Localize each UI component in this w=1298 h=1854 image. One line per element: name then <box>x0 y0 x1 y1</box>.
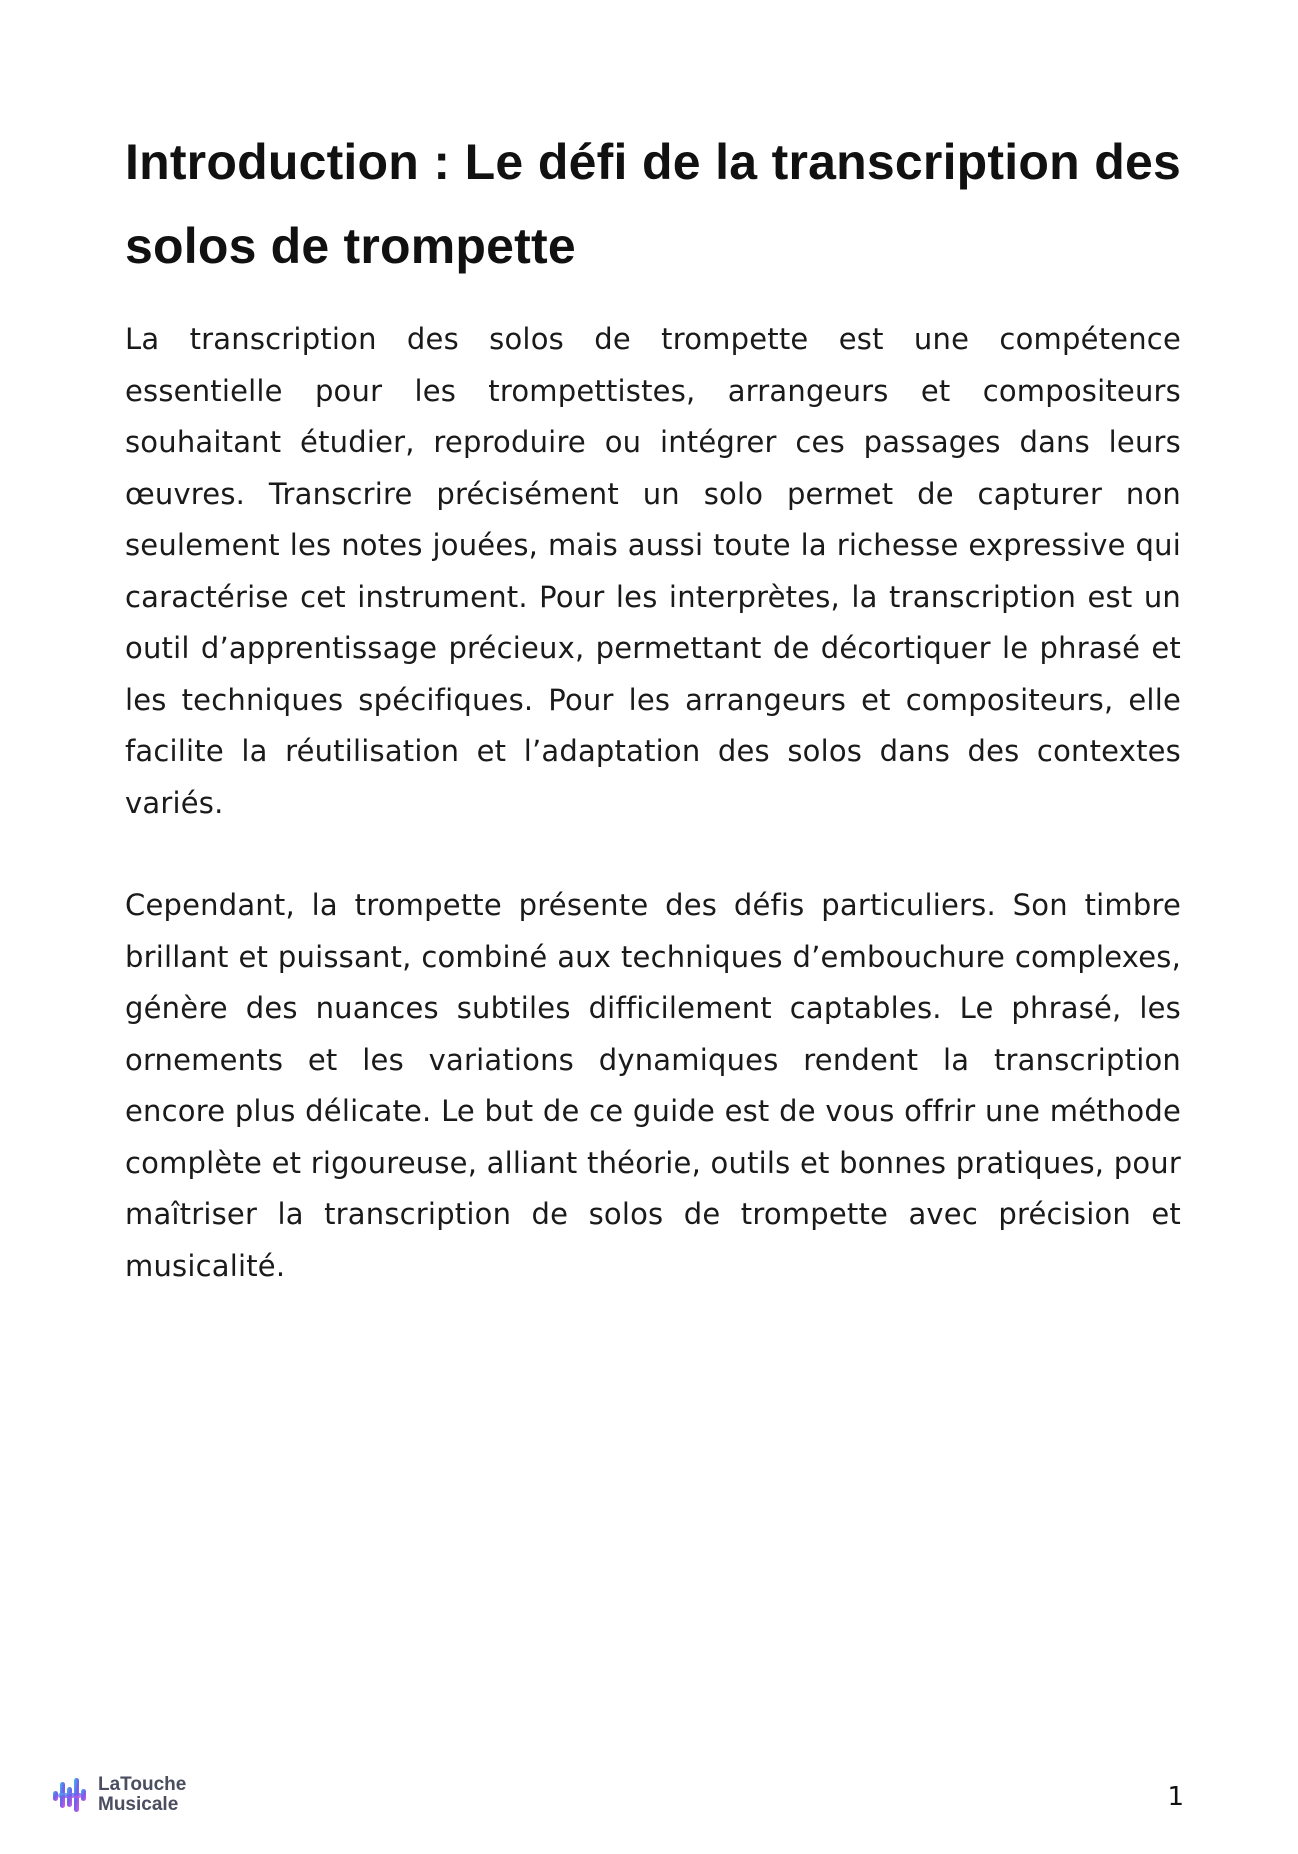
logo-line-2: Musicale <box>98 1794 179 1815</box>
waveform-logo-icon <box>52 1776 88 1814</box>
paragraph-challenges: Cependant, la trompette présente des défis particuliers. Son timbre brillant et puissant, combiné aux techniques d’embouchure complexes, génère des nuances subtiles difficilement captables. Le phrasé, les ornements et les variations dynamiques rendent la transcription encore plus délicate. Le but de ce guide est de vous offrir une méthode complète et rigoureuse, alliant théorie, outils et bonnes pratiques, pour maîtriser la transcription de solos de trompette avec précision et musicalité. <box>125 888 1181 1283</box>
logo-wordmark <box>98 1775 186 1815</box>
page-number: 1 <box>1167 1782 1184 1812</box>
logo-line-1: LaTouche <box>98 1774 187 1795</box>
footer-logo <box>52 1775 186 1815</box>
page-content <box>125 120 1181 1292</box>
page-title: Introduction : Le défi de la transcription des solos de trompette <box>125 134 1181 274</box>
paragraph-intro: La transcription des solos de trompette est une compétence essentielle pour les trompettistes, arrangeurs et compositeurs souhaitant étudier, reproduire ou intégrer ces passages dans leurs œuvres. Transcrire précisément un solo permet de capturer non seulement les notes jouées, mais aussi toute la richesse expressive qui caractérise cet instrument. Pour les interprètes, la transcription est un outil d’apprentissage précieux, permettant de décortiquer le phrasé et les techniques spécifiques. Pour les arrangeurs et compositeurs, elle facilite la réutilisation et l’adaptation des solos dans des contextes variés. <box>125 322 1181 820</box>
